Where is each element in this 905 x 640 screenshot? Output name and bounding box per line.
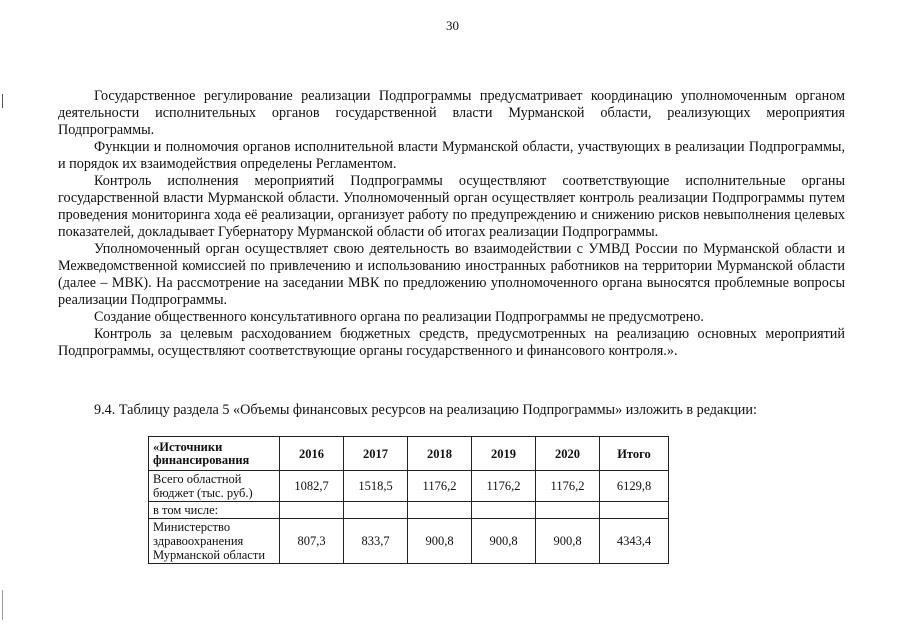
- scan-margin-mark: [2, 590, 3, 620]
- header-year: 2020: [536, 437, 600, 471]
- table-cell: 1518,5: [344, 471, 408, 502]
- paragraph: Государственное регулирование реализации Подпрограммы предусматривает координацию уполномоченным органом деятельности исполнительных органов государственной власти Мурманской области, реализующих мероприятия Подпрограммы.: [58, 88, 845, 138]
- table-cell: [536, 502, 600, 519]
- table-cell: [344, 502, 408, 519]
- header-year: 2017: [344, 437, 408, 471]
- table-cell: 900,8: [536, 519, 600, 564]
- item-9-4-text: 9.4. Таблицу раздела 5 «Объемы финансовых ресурсов на реализацию Подпрограммы» изложить в редакции:: [94, 402, 757, 418]
- table-cell: 1176,2: [472, 471, 536, 502]
- paragraph: Функции и полномочия органов исполнительной власти Мурманской области, участвующих в реализации Подпрограммы, и порядок их взаимодействия определены Регламентом.: [58, 139, 845, 172]
- table-row: [149, 471, 669, 502]
- table-header-row: [149, 437, 669, 471]
- table-cell: 900,8: [408, 519, 472, 564]
- table-cell: 1082,7: [280, 471, 344, 502]
- table-cell: 900,8: [472, 519, 536, 564]
- table-cell: [600, 502, 669, 519]
- header-year: 2016: [280, 437, 344, 471]
- table-cell: 4343,4: [600, 519, 669, 564]
- header-total: Итого: [600, 437, 669, 471]
- body-text: [58, 88, 845, 360]
- table-cell: 833,7: [344, 519, 408, 564]
- table-cell: [408, 502, 472, 519]
- row-source-label: Министерство здравоохранения Мурманской области: [149, 519, 280, 564]
- table-cell: 1176,2: [536, 471, 600, 502]
- table-row: [149, 519, 669, 564]
- table-cell: 1176,2: [408, 471, 472, 502]
- table-cell: 807,3: [280, 519, 344, 564]
- header-year: 2018: [408, 437, 472, 471]
- financing-table: [148, 436, 669, 564]
- paragraph: Уполномоченный орган осуществляет свою деятельность во взаимодействии с УМВД России по Мурманской области и Межведомственной комиссией по привлечению и использованию иностранных работников на территории Мурманской области (далее – МВК). На рассмотрение на заседании МВК по предложению уполномоченного органа выносятся проблемные вопросы реализации Подпрограммы.: [58, 241, 845, 308]
- page-number: 30: [446, 18, 459, 33]
- paragraph: Контроль исполнения мероприятий Подпрограммы осуществляют соответствующие исполнительные органы государственной власти Мурманской области. Уполномоченный орган осуществляет контроль реализации Подпрограммы путем проведения мониторинга хода её реализации, организует работу по предупреждению и снижению рисков невыполнения целевых показателей, докладывает Губернатору Мурманской области об итогах реализации Подпрограммы.: [58, 173, 845, 240]
- table-cell: [472, 502, 536, 519]
- table-row: [149, 502, 669, 519]
- header-year: 2019: [472, 437, 536, 471]
- paragraph: Создание общественного консультативного органа по реализации Подпрограммы не предусмотрено.: [94, 309, 704, 325]
- paragraph: Контроль за целевым расходованием бюджетных средств, предусмотренных на реализацию основных мероприятий Подпрограммы, осуществляют соответствующие органы государственного и финансового контроля.».: [58, 326, 845, 359]
- row-source-label: Всего областной бюджет (тыс. руб.): [149, 471, 280, 502]
- scan-margin-mark: [2, 94, 3, 108]
- table-cell: 6129,8: [600, 471, 669, 502]
- table-cell: [280, 502, 344, 519]
- header-source: «Источники финансирования: [149, 437, 280, 471]
- row-source-label: в том числе:: [149, 502, 280, 519]
